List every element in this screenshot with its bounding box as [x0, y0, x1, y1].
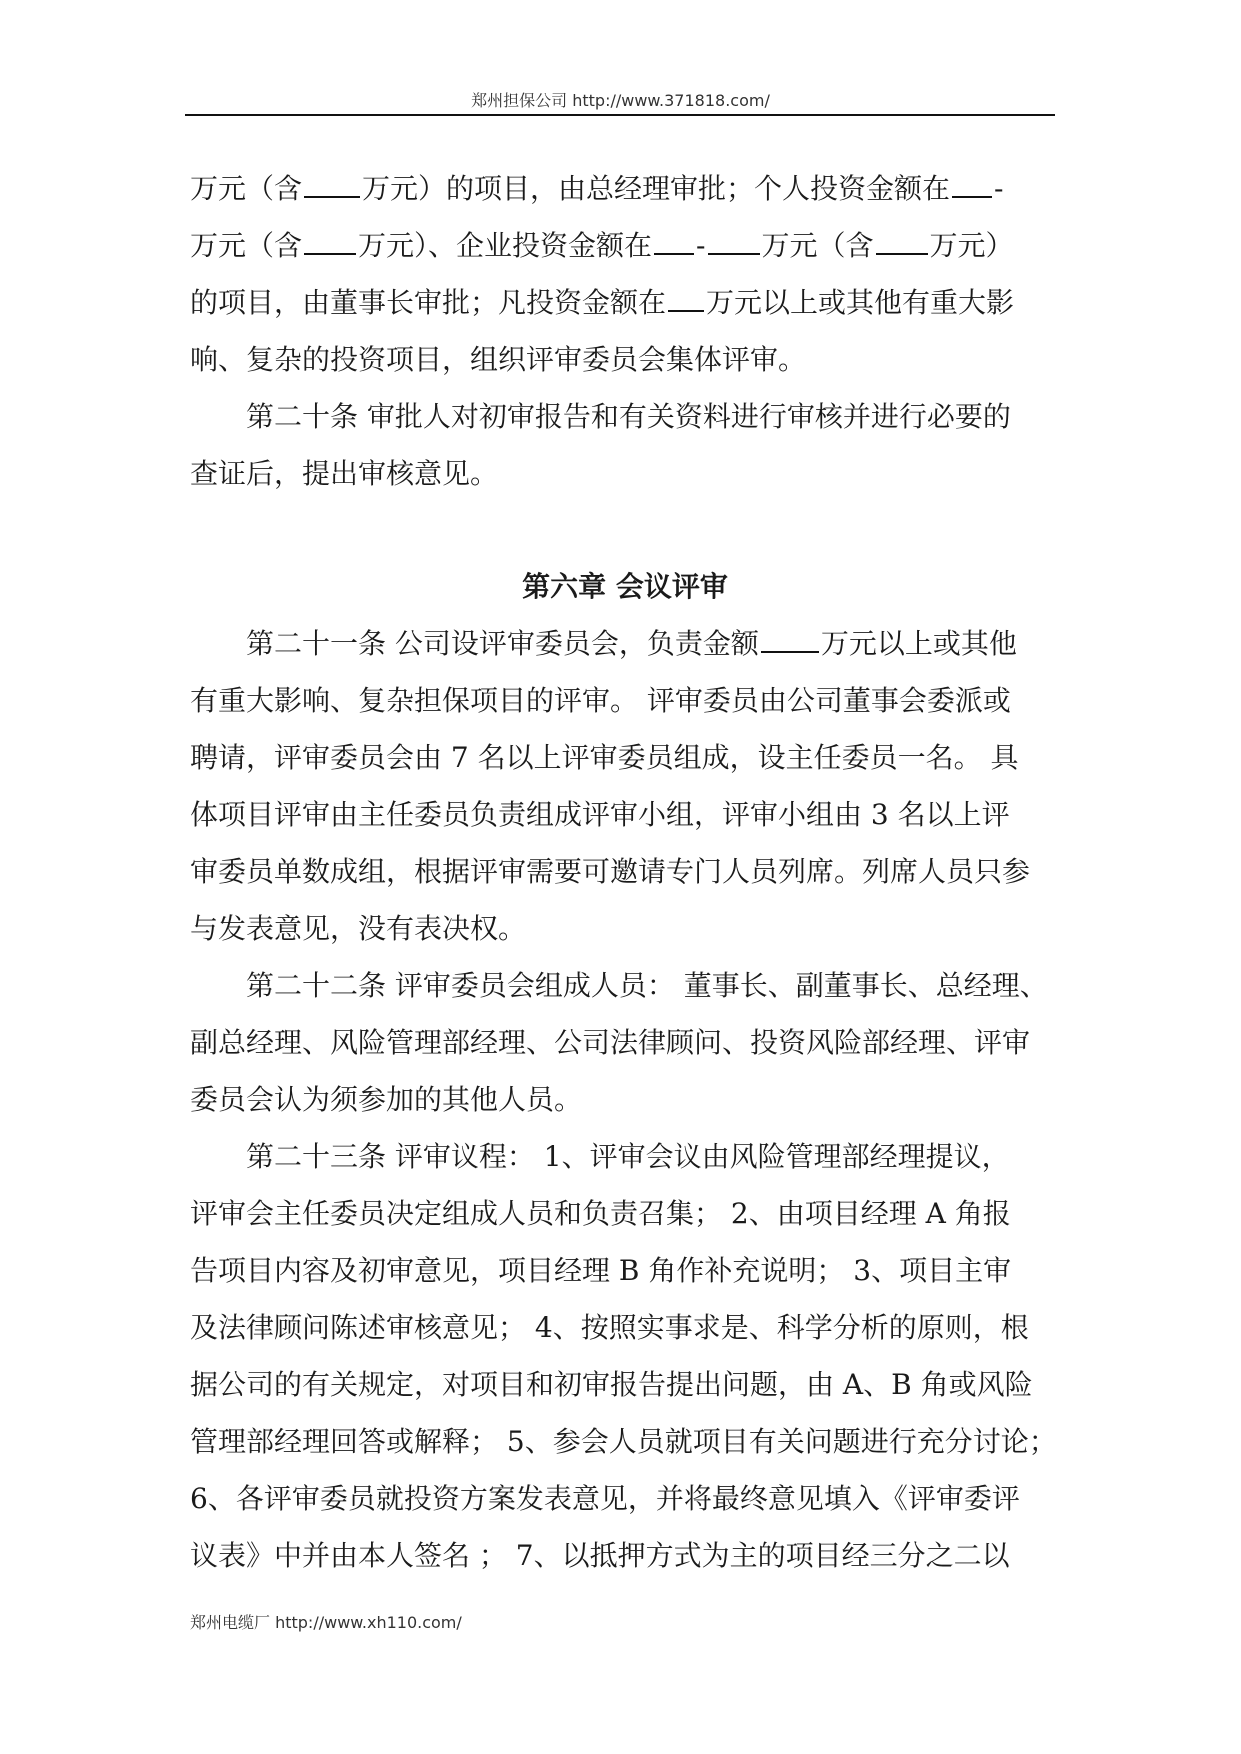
- paragraph-21-line-4: 体项目评审由主任委员负责组成评审小组，评审小组由 3 名以上评: [190, 798, 1010, 831]
- blank-field: [876, 227, 928, 255]
- blank-field: [668, 284, 704, 312]
- paragraph-21-line-2: 有重大影响、复杂担保项目的评审。 评审委员由公司董事会委派或: [190, 684, 1011, 717]
- blank-field: [654, 227, 694, 255]
- blank-field: [708, 227, 760, 255]
- paragraph-23-line-7: 6、各评审委员就投资方案发表意见，并将最终意见填入《评审委评: [190, 1482, 1020, 1515]
- paragraph-20-line-2: 查证后，提出审核意见。: [190, 457, 499, 490]
- paragraph-19-line-2: 万元（含 万元）、企业投资金额在 - 万元（含 万元）: [190, 229, 1014, 262]
- blank-field: [304, 227, 356, 255]
- paragraph-23-line-2: 评审会主任委员决定组成人员和负责召集； 2、由项目经理 A 角报: [190, 1197, 1011, 1230]
- page-footer: 郑州电缆厂 http://www.xh110.com/: [190, 1613, 462, 1632]
- paragraph-23-line-4: 及法律顾问陈述审核意见； 4、按照实事求是、科学分析的原则，根: [190, 1311, 1029, 1344]
- paragraph-21-line-3: 聘请，评审委员会由 7 名以上评审委员组成，设主任委员一名。 具: [190, 741, 1019, 774]
- paragraph-23-line-5: 据公司的有关规定，对项目和初审报告提出问题，由 A、B 角或风险: [190, 1368, 1033, 1401]
- paragraph-23-line-1: 第二十三条 评审议程： 1、评审会议由风险管理部经理提议，: [246, 1140, 1010, 1173]
- paragraph-21-line-1: 第二十一条 公司设评审委员会，负责金额 万元以上或其他: [246, 627, 1017, 660]
- blank-field: [952, 170, 992, 198]
- paragraph-19-line-3: 的项目，由董事长审批；凡投资金额在 万元以上或其他有重大影: [190, 286, 1015, 319]
- paragraph-22-line-1: 第二十二条 评审委员会组成人员： 董事长、副董事长、总经理、: [246, 969, 1048, 1002]
- paragraph-20-line-1: 第二十条 审批人对初审报告和有关资料进行审核并进行必要的: [246, 400, 1011, 433]
- paragraph-21-line-5: 审委员单数成组，根据评审需要可邀请专门人员列席。列席人员只参: [190, 855, 1031, 888]
- paragraph-21-line-6: 与发表意见，没有表决权。: [190, 912, 527, 945]
- spacer: [190, 502, 1060, 558]
- header-rule: [185, 114, 1055, 116]
- blank-field: [761, 625, 819, 653]
- document-body: [190, 160, 1060, 1584]
- paragraph-23-line-8: 议表》中并由本人签名 ； 7、以抵押方式为主的项目经三分之二以: [190, 1539, 1010, 1572]
- paragraph-23-line-3: 告项目内容及初审意见，项目经理 B 角作补充说明； 3、项目主审: [190, 1254, 1012, 1287]
- paragraph-22-line-2: 副总经理、风险管理部经理、公司法律顾问、投资风险部经理、评审: [190, 1026, 1031, 1059]
- paragraph-19-line-4: 响、复杂的投资项目，组织评审委员会集体评审。: [190, 343, 807, 376]
- paragraph-22-line-3: 委员会认为须参加的其他人员。: [190, 1083, 583, 1116]
- paragraph-23-line-6: 管理部经理回答或解释； 5、参会人员就项目有关问题进行充分讨论；: [190, 1425, 1057, 1458]
- paragraph-19-line-1: 万元（含 万元）的项目，由总经理审批；个人投资金额在 -: [190, 172, 1004, 205]
- blank-field: [304, 170, 360, 198]
- chapter-title: 第六章 会议评审: [522, 570, 728, 603]
- page-header: 郑州担保公司 http://www.371818.com/: [471, 91, 770, 110]
